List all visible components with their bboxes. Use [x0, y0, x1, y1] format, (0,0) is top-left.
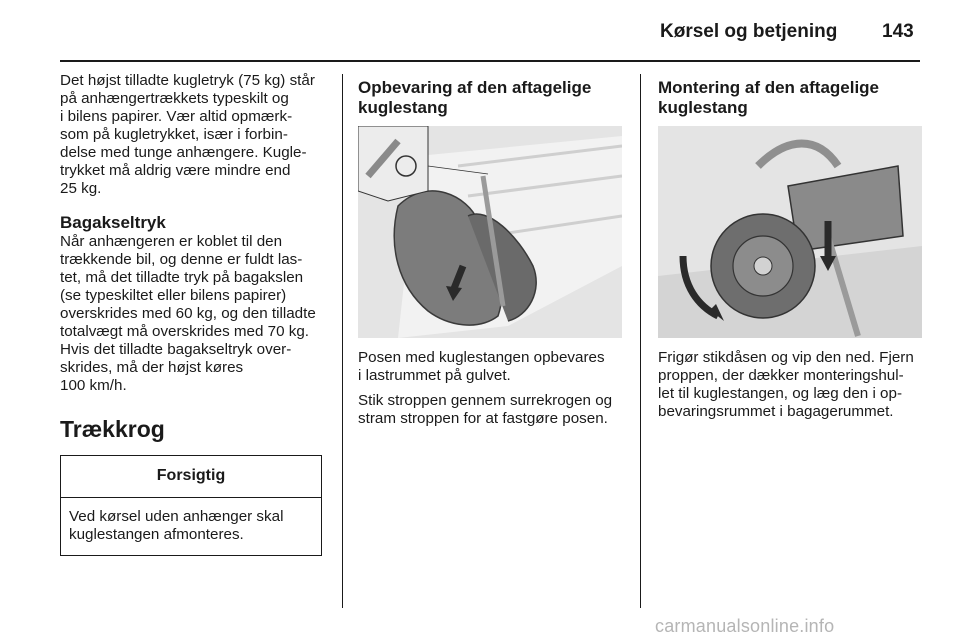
heading-line: Montering af den aftagelige — [658, 78, 880, 97]
text-line: Posen med kuglestangen opbevares — [358, 349, 605, 366]
column-divider-2 — [640, 74, 641, 608]
text-line: 25 kg. — [60, 180, 102, 197]
column-divider-1 — [342, 74, 343, 608]
text-line: (se typeskiltet eller bilens papirer) — [60, 287, 287, 304]
text-line: Hvis det tilladte bagakseltryk over- — [60, 341, 292, 358]
text-line: Det højst tilladte kugletryk (75 kg) står — [60, 72, 315, 89]
text-line: let til kuglestangen, og læg den i op- — [658, 385, 903, 402]
caution-box — [60, 455, 322, 556]
text-line: 100 km/h. — [60, 377, 127, 394]
heading-line: Opbevaring af den aftagelige — [358, 78, 592, 97]
text-line: totalvægt må overskrides med 70 kg. — [60, 323, 310, 340]
page-number: 143 — [882, 21, 914, 42]
mounting-heading — [658, 78, 922, 118]
text-line: Ved kørsel uden anhænger skal — [69, 508, 284, 525]
page-header-title: Kørsel og betjening — [660, 21, 838, 42]
text-line: bevaringsrummet i bagagerummet. — [658, 403, 894, 420]
text-line: Stik stroppen gennem surrekrogen og — [358, 392, 613, 409]
mounting-paragraph — [658, 349, 922, 421]
text-line: trykket må aldrig være mindre end — [60, 162, 291, 179]
column-left — [60, 72, 332, 556]
caution-title: Forsigtig — [61, 456, 321, 498]
text-line: Frigør stikdåsen og vip den ned. Fjern — [658, 349, 914, 366]
text-line: på anhængertrækkets typeskilt og — [60, 90, 289, 107]
text-line: delse med tunge anhængere. Kugle- — [60, 144, 307, 161]
watermark-text: carmanualsonline.info — [655, 616, 835, 636]
text-line: i bilens papirer. Vær altid opmærk- — [60, 108, 293, 125]
storage-paragraph-2 — [358, 392, 622, 428]
text-line: stram stroppen for at fastgøre posen. — [358, 410, 608, 427]
storage-heading — [358, 78, 622, 118]
text-line: skrides, må der højst køres — [60, 359, 244, 376]
text-line: proppen, der dækker monteringshul- — [658, 367, 904, 384]
column-right — [658, 72, 922, 421]
text-line: overskrides med 60 kg, og den tilladte — [60, 305, 316, 322]
bagakseltryk-heading: Bagakseltryk — [60, 213, 166, 232]
text-line: trækkende bil, og denne er fuldt las- — [60, 251, 303, 268]
storage-paragraph-1 — [358, 349, 622, 385]
intro-paragraph — [60, 72, 332, 198]
column-middle — [358, 72, 622, 428]
mounting-illustration — [658, 126, 922, 338]
storage-bag-illustration — [358, 126, 622, 338]
caution-text — [61, 498, 321, 555]
bagakseltryk-paragraph — [60, 233, 332, 395]
text-line: som på kugletrykket, især i forbin- — [60, 126, 288, 143]
header-divider — [60, 60, 920, 62]
text-line: i lastrummet på gulvet. — [358, 367, 511, 384]
heading-line: kuglestang — [658, 98, 748, 117]
text-line: tet, må det tilladte tryk på bagakslen — [60, 269, 304, 286]
heading-line: kuglestang — [358, 98, 448, 117]
text-line: kuglestangen afmonteres. — [69, 526, 244, 543]
traekkrog-heading: Trækkrog — [60, 416, 165, 442]
text-line: Når anhængeren er koblet til den — [60, 233, 283, 250]
